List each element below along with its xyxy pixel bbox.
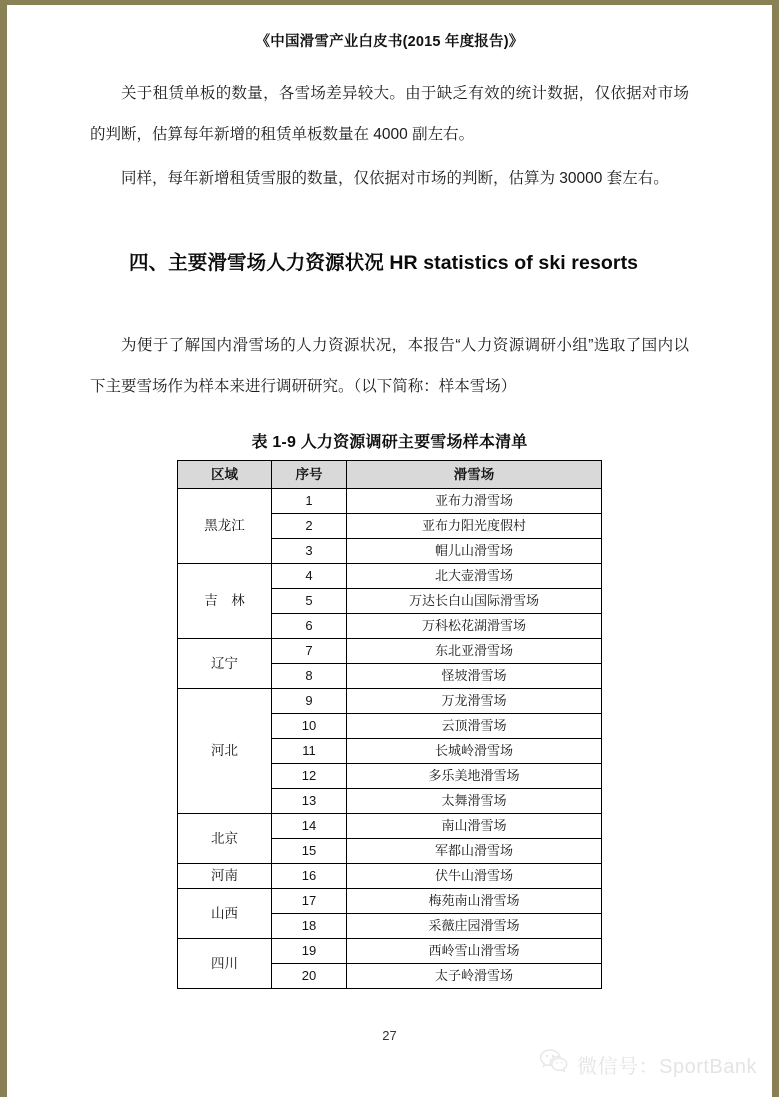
- column-header-index: 序号: [272, 461, 347, 489]
- running-head: 《中国滑雪产业白皮书(2015 年度报告)》: [255, 34, 524, 50]
- cell-resort: 云顶滑雪场: [347, 714, 602, 739]
- cell-resort: 东北亚滑雪场: [347, 639, 602, 664]
- cell-index: 11: [272, 739, 347, 764]
- cell-index: 3: [272, 539, 347, 564]
- cell-resort: 多乐美地滑雪场: [347, 764, 602, 789]
- cell-index: 17: [272, 889, 347, 914]
- table-row: [178, 889, 602, 914]
- wechat-watermark: [539, 1048, 757, 1080]
- table-row: [178, 814, 602, 839]
- table-caption: 表 1-9 人力资源调研主要雪场样本清单: [251, 434, 528, 451]
- table-header-row: [178, 461, 602, 489]
- column-header-region: 区域: [178, 461, 272, 489]
- page-number: 27: [382, 1028, 397, 1043]
- cell-index: 18: [272, 914, 347, 939]
- cell-region: 辽宁: [178, 639, 272, 689]
- cell-index: 20: [272, 964, 347, 989]
- cell-index: 16: [272, 864, 347, 889]
- cell-index: 2: [272, 514, 347, 539]
- cell-region: 吉 林: [178, 564, 272, 639]
- body-paragraph-2: 同样，每年新增租赁雪服的数量，仅依据对市场的判断，估算为 30000 套左右。: [121, 170, 669, 187]
- cell-index: 13: [272, 789, 347, 814]
- cell-region: 河南: [178, 864, 272, 889]
- cell-resort: 万龙滑雪场: [347, 689, 602, 714]
- cell-index: 5: [272, 589, 347, 614]
- cell-resort: 长城岭滑雪场: [347, 739, 602, 764]
- wechat-icon: [539, 1048, 569, 1080]
- cell-resort: 南山滑雪场: [347, 814, 602, 839]
- cell-resort: 亚布力阳光度假村: [347, 514, 602, 539]
- cell-index: 4: [272, 564, 347, 589]
- section-heading: 四、主要滑雪场人力资源状况 HR statistics of ski resorts: [129, 252, 639, 274]
- table-row: [178, 564, 602, 589]
- cell-index: 12: [272, 764, 347, 789]
- table-row: [178, 639, 602, 664]
- cell-index: 19: [272, 939, 347, 964]
- cell-resort: 亚布力滑雪场: [347, 489, 602, 514]
- cell-region: 山西: [178, 889, 272, 939]
- table-row: [178, 689, 602, 714]
- table-row: [178, 489, 602, 514]
- cell-resort: 伏牛山滑雪场: [347, 864, 602, 889]
- cell-region: 黑龙江: [178, 489, 272, 564]
- cell-index: 15: [272, 839, 347, 864]
- heading-spacer: [90, 278, 689, 322]
- cell-index: 9: [272, 689, 347, 714]
- cell-resort: 万科松花湖滑雪场: [347, 614, 602, 639]
- cell-index: 7: [272, 639, 347, 664]
- cell-resort: 西岭雪山滑雪场: [347, 939, 602, 964]
- cell-index: 1: [272, 489, 347, 514]
- sample-table-container: [90, 460, 689, 989]
- watermark-text: 微信号：SportBank: [577, 1055, 757, 1078]
- cell-index: 8: [272, 664, 347, 689]
- cell-resort: 梅苑南山滑雪场: [347, 889, 602, 914]
- table-row: [178, 864, 602, 889]
- cell-index: 14: [272, 814, 347, 839]
- table-row: [178, 939, 602, 964]
- cell-resort: 万达长白山国际滑雪场: [347, 589, 602, 614]
- cell-region: 四川: [178, 939, 272, 989]
- cell-resort: 太舞滑雪场: [347, 789, 602, 814]
- body-paragraph-3: 为便于了解国内滑雪场的人力资源状况，本报告“人力资源调研小组”选取了国内以下主要雪场作为样本来进行调研研究。（以下简称：样本雪场）: [90, 337, 689, 395]
- cell-resort: 帽儿山滑雪场: [347, 539, 602, 564]
- cell-index: 10: [272, 714, 347, 739]
- cell-resort: 太子岭滑雪场: [347, 964, 602, 989]
- cell-index: 6: [272, 614, 347, 639]
- cell-region: 北京: [178, 814, 272, 864]
- body-paragraph-1: 关于租赁单板的数量，各雪场差异较大。由于缺乏有效的统计数据，仅依据对市场的判断，估算每年新增的租赁单板数量在 4000 副左右。: [90, 85, 689, 143]
- cell-region: 河北: [178, 689, 272, 814]
- cell-resort: 怪坡滑雪场: [347, 664, 602, 689]
- column-header-resort: 滑雪场: [347, 461, 602, 489]
- ski-resort-sample-table: [177, 460, 602, 989]
- cell-resort: 军都山滑雪场: [347, 839, 602, 864]
- cell-resort: 北大壶滑雪场: [347, 564, 602, 589]
- table-body: [178, 489, 602, 989]
- table-header: [178, 461, 602, 489]
- cell-resort: 采薇庄园滑雪场: [347, 914, 602, 939]
